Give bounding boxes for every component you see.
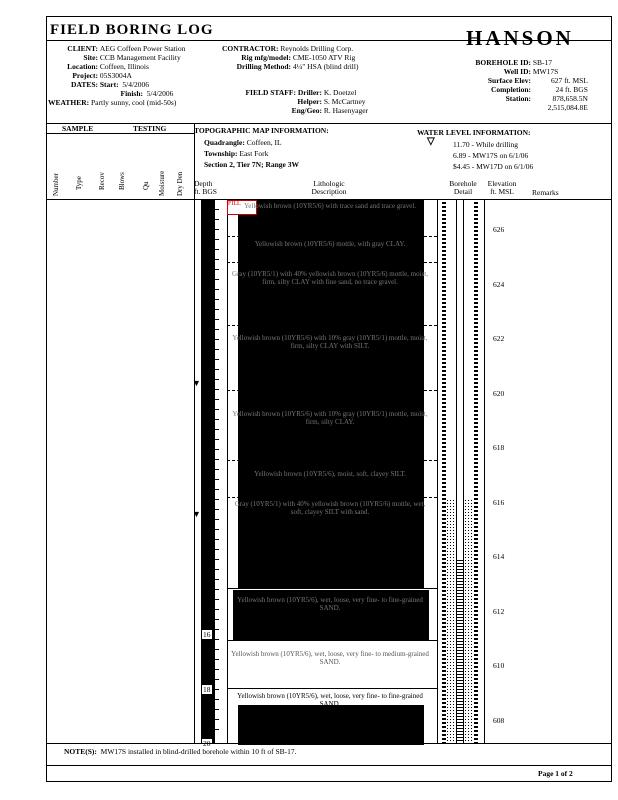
lith-desc-5: Yellowish brown (10YR5/6) with 10% gray (10YR5/1) mottle, moist, firm, silty CLAY.: [232, 410, 428, 426]
col-qu: Qu: [142, 181, 150, 190]
lith-desc-6: Yellowish brown (10YR5/6), moist, soft, clayey SILT.: [254, 470, 406, 478]
col-depth: Depth ft. BGS: [194, 179, 217, 196]
water-level-info: WATER LEVEL INFORMATION: 11.70 - While drilling 6.89 - MW17S on 6/1/06 $4.45 - MW17D on 6/1/06: [417, 128, 534, 171]
lith-desc-9: Yellowish brown (10YR5/6), wet, loose, very fine- to medium-grained SAND.: [231, 650, 429, 666]
lith-desc-8: Yellowish brown (10YR5/6), wet, loose, very fine- to fine-grained SAND.: [237, 596, 423, 612]
lith-desc-3: Gray (10YR5/1) with 40% yellowish brown (10YR5/6) mottle, moist, firm, silty CLAY with fine sand, no trace gravel.: [232, 270, 428, 286]
notes: NOTE(S): MW17S installed in blind-drilled borehole within 10 ft of SB-17.: [64, 747, 297, 756]
depth-label-18: 18: [203, 685, 211, 694]
col-borehole: Borehole Detail: [449, 179, 477, 196]
depth-label-20: 20: [203, 739, 211, 748]
elev-614: 614: [493, 552, 505, 561]
page-number: Page 1 of 2: [538, 769, 573, 778]
water-level-icon: ▽: [427, 136, 435, 147]
depth-label-16: 16: [203, 630, 211, 639]
elev-612: 612: [493, 607, 505, 616]
col-number: Number: [52, 173, 60, 196]
col-moisture: Moisture: [158, 170, 166, 196]
col-elevation: Elevation ft. MSL: [487, 179, 517, 196]
elev-626: 626: [493, 225, 505, 234]
col-type: Type: [75, 176, 83, 190]
elev-616: 616: [493, 498, 505, 507]
col-remarks: Remarks: [532, 188, 559, 197]
col-lithology: Lithologic Description: [311, 179, 347, 196]
depth-tick-strip: [215, 199, 225, 744]
lith-desc-10: Yellowish brown (10YR5/6), wet, loose, very fine- to fine-grained SAND.: [237, 692, 423, 708]
elev-624: 624: [493, 280, 505, 289]
col-dry-den: Dry Den: [176, 171, 184, 196]
water-marker-2: ▼: [192, 509, 201, 519]
col-recov: Recov: [98, 172, 106, 190]
elev-608: 608: [493, 716, 505, 725]
field-staff: FIELD STAFF: Driller: K. Doetzel Helper: S. McCartney Eng/Geo: R. Hasenyager: [245, 88, 369, 115]
contractor-info: CONTRACTOR: Reynolds Drilling Corp. Rig mfg/model: CME-1050 ATV Rig Drilling Method: 4¼" HSA (blind drill): [222, 44, 359, 71]
lith-desc-2: Yellowish brown (10YR5/6) mottle, with gray CLAY.: [254, 240, 406, 248]
borehole-diagram: [442, 199, 478, 744]
lith-desc-4: Yellowish brown (10YR5/6) with 10% gray (10YR5/1) mottle, moist, firm, silty CLAY with SILT.: [232, 334, 428, 350]
left-info: CLIENT: AEG Coffeen Power Station Site: CCB Management Facility Location: Coffeen, Illinois Project: 05S3004A DATES: Start: 5/4/2006 Finish: 5/4/2006 WEATHER: Partly sunny, cool (mid-50s): [48, 44, 186, 107]
testing-header: TESTING: [133, 124, 167, 133]
col-blows: Blows: [118, 172, 126, 190]
borehole-info: BOREHOLE ID: SB-17 Well ID: MW17S Surface Elev: 627 ft. MSL Completion: 24 ft. BGS Station: 878,658.5N 2,515,084.8E: [475, 58, 588, 112]
elev-620: 620: [493, 389, 505, 398]
elev-610: 610: [493, 661, 505, 670]
company-logo: HANSON: [466, 26, 574, 50]
elev-618: 618: [493, 443, 505, 452]
topo-info: TOPOGRAPHIC MAP INFORMATION: Quadrangle: Coffeen, IL Township: East Fork Section 2, Tier 7N; Range 3W: [194, 126, 329, 169]
sample-header: SAMPLE: [62, 124, 94, 133]
water-marker-1: ▼: [192, 378, 201, 388]
lith-desc-1: Yellowish brown (10YR5/6) with trace sand and trace gravel.: [243, 202, 417, 210]
elev-622: 622: [493, 334, 505, 343]
page-title: FIELD BORING LOG: [50, 22, 214, 38]
lith-desc-7: Gray (10YR5/1) with 40% yellowish brown (10YR5/6) mottle, wet, soft, clayey SILT with sand.: [234, 500, 426, 516]
